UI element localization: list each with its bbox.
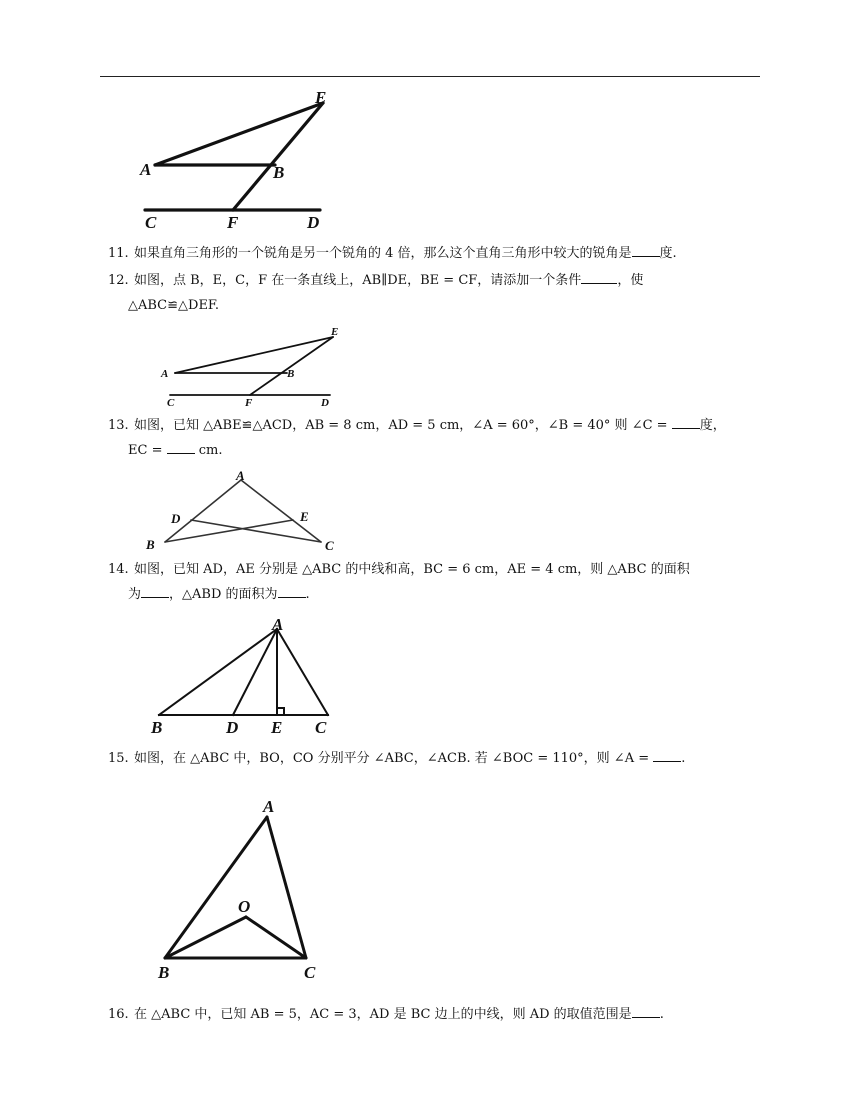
figure-q12 (155, 325, 365, 407)
figure-q14 (145, 612, 345, 737)
label-C: C (145, 213, 157, 232)
question-number: 16. (108, 1007, 129, 1022)
answer-blank-abc[interactable] (141, 583, 169, 598)
header-rule (100, 76, 760, 77)
answer-blank-length[interactable] (167, 439, 195, 454)
label-E: E (331, 326, 339, 338)
question-number: 15. (108, 751, 129, 766)
answer-blank[interactable] (632, 1003, 660, 1018)
question-tail: . (659, 1007, 664, 1022)
question-tail: ，使 (617, 273, 644, 288)
question-number: 13. (108, 418, 129, 433)
label-B: B (158, 963, 170, 982)
question-number: 11. (108, 246, 129, 261)
label-C: C (167, 397, 175, 409)
label-B: B (146, 537, 155, 552)
label-D: D (321, 397, 329, 409)
answer-blank[interactable] (581, 269, 617, 284)
label-F: F (245, 397, 253, 409)
question-tail: . (681, 751, 686, 766)
label-C: C (325, 538, 334, 553)
label-A: A (140, 160, 152, 179)
label-A: A (236, 468, 245, 483)
answer-blank[interactable] (632, 242, 660, 257)
label-C: C (304, 963, 316, 982)
question-text: 如图，点 B，E，C，F 在一条直线上，AB∥DE，BE = CF，请添加一个条件 (134, 273, 582, 288)
answer-blank-abd[interactable] (278, 583, 306, 598)
label-A: A (263, 797, 275, 816)
question-13 (108, 413, 760, 463)
question-tail: . (305, 587, 310, 602)
question-text-mid: ，△ABD 的面积为 (169, 587, 278, 602)
question-number: 14. (108, 562, 129, 577)
question-tail: 度， (699, 418, 726, 433)
label-A: A (272, 615, 284, 634)
question-text: 如图，在 △ABC 中，BO，CO 分别平分 ∠ABC，∠ACB. 若 ∠BOC = 110°，则 ∠A = (134, 751, 650, 766)
question-number: 12. (108, 273, 129, 288)
question-tail: 度. (659, 246, 677, 261)
question-14 (108, 557, 760, 607)
question-15 (108, 746, 760, 771)
label-B: B (287, 368, 295, 380)
label-B: B (151, 718, 163, 737)
label-D: D (226, 718, 239, 737)
label-D: D (171, 511, 181, 526)
label-B: B (273, 163, 285, 182)
question-text: 如果直角三角形的一个锐角是另一个锐角的 4 倍，那么这个直角三角形中较大的锐角是 (134, 246, 632, 261)
question-text: 如图，已知 AD，AE 分别是 △ABC 的中线和高，BC = 6 cm，AE = 4 cm，则 △ABC 的面积 (134, 562, 690, 577)
figure-q10 (135, 85, 365, 233)
question-11 (108, 241, 760, 266)
question-text-line2: EC = (128, 443, 163, 458)
question-unit: cm. (198, 443, 223, 458)
label-A: A (161, 368, 169, 380)
label-E: E (315, 88, 327, 107)
label-E: E (300, 509, 309, 524)
question-text: 在 △ABC 中，已知 AB = 5，AC = 3，AD 是 BC 边上的中线，则 AD 的取值范围是 (134, 1007, 632, 1022)
question-text-line2: 为 (128, 587, 142, 602)
label-E: E (271, 718, 283, 737)
label-O: O (238, 897, 251, 916)
label-C: C (315, 718, 327, 737)
question-16 (108, 1002, 760, 1027)
question-12 (108, 268, 760, 318)
figure-q15 (150, 793, 330, 983)
label-F: F (227, 213, 239, 232)
answer-blank[interactable] (653, 747, 681, 762)
question-text: 如图，已知 △ABE≌△ACD，AB = 8 cm，AD = 5 cm，∠A = 60°，∠B = 40° 则 ∠C = (134, 418, 668, 433)
label-D: D (307, 213, 320, 232)
figure-q13 (143, 470, 353, 555)
question-text-line2: △ABC≌△DEF. (128, 298, 220, 313)
answer-blank-angle[interactable] (672, 414, 700, 429)
